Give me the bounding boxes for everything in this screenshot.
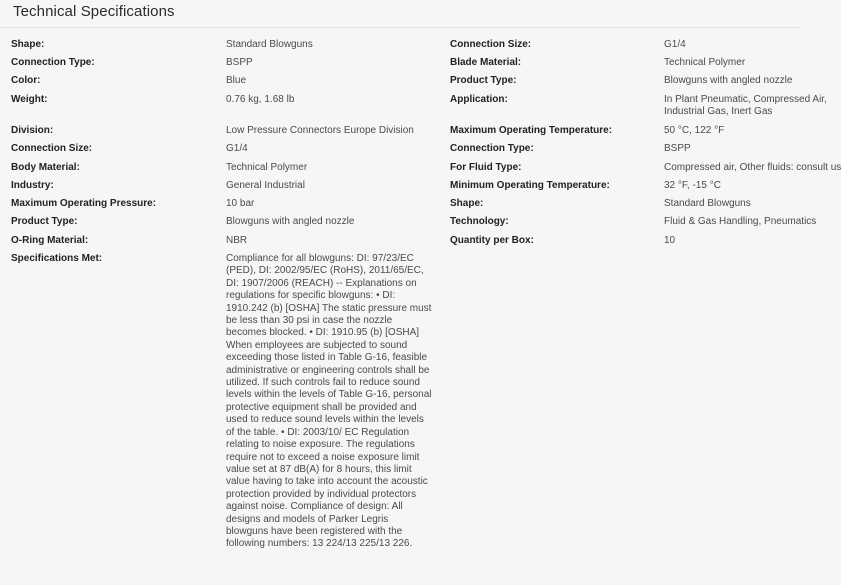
spec-label-connection-type-right: Connection Type:	[450, 143, 534, 154]
spec-label-connection-type: Connection Type:	[11, 57, 95, 68]
spec-value-connection-type-right: BSPP	[664, 143, 691, 154]
spec-label-product-type-right: Product Type:	[450, 75, 517, 86]
spec-value-shape: Standard Blowguns	[226, 39, 313, 50]
spec-label-blade-material: Blade Material:	[450, 57, 522, 68]
spec-value-quantity-per-box: 10	[664, 235, 676, 246]
spec-label-industry: Industry:	[11, 180, 54, 191]
spec-value-o-ring-material: NBR	[226, 235, 248, 246]
spec-value-min-operating-temp: 32 °F, -15 °C	[664, 180, 721, 191]
spec-label-max-operating-pressure: Maximum Operating Pressure:	[11, 198, 157, 209]
spec-label-quantity-per-box: Quantity per Box:	[450, 235, 534, 246]
title-divider	[0, 27, 800, 28]
spec-label-weight: Weight:	[11, 94, 48, 105]
spec-label-division: Division:	[11, 125, 54, 136]
spec-label-min-operating-temp: Minimum Operating Temperature:	[450, 180, 610, 191]
spec-value-connection-size: G1/4	[226, 143, 248, 154]
spec-value-shape-right: Standard Blowguns	[664, 198, 751, 209]
spec-value-color: Blue	[226, 75, 247, 86]
spec-label-shape-right: Shape:	[450, 198, 484, 209]
spec-value-specifications-met: Compliance for all blowguns: DI: 97/23/EC (PED), DI: 2002/95/EC (RoHS), 2011/65/EC, DI: 1907/2006 (REACH) -- Explanations on regulations for specific blowguns: • DI: 1910.242 (b) [OSHA] The static pressure must be less than 30 psi in case the nozzle becomes blocked. • DI: 1910.95 (b) [OSHA] When employees are subjected to sound exceeding those listed in Table G-16, feasible administrative or engineering controls shall be utilized. If such controls fail to reduce sound levels within the levels of Table G-16, personal protective equipment shall be provided and used to reduce sound levels within the levels of the table. • DI: 2003/10/ EC Regulation relating to noise exposure. The regulations require not to exceed a noise exposure limit value set at 87 dB(A) for 8 hours, this limit value having to take into account the acoustic protection provided by individual protectors against noise. Compliance of design: All designs and models of Parker Legris blowguns have been registered with the following numbers: 13 224/13 225/13 226.	[226, 253, 432, 550]
spec-value-blade-material: Technical Polymer	[664, 57, 746, 68]
spec-label-body-material: Body Material:	[11, 162, 80, 173]
spec-label-shape: Shape:	[11, 39, 45, 50]
spec-label-specifications-met: Specifications Met:	[11, 253, 103, 264]
spec-value-industry: General Industrial	[226, 180, 305, 191]
spec-value-product-type-right: Blowguns with angled nozzle	[664, 75, 793, 86]
spec-label-color: Color:	[11, 75, 41, 86]
spec-value-product-type: Blowguns with angled nozzle	[226, 216, 355, 227]
spec-value-connection-type: BSPP	[226, 57, 253, 68]
spec-value-application-line2: Industrial Gas, Inert Gas	[664, 106, 773, 117]
spec-label-technology: Technology:	[450, 216, 509, 227]
spec-label-connection-size-right: Connection Size:	[450, 39, 532, 50]
spec-label-connection-size: Connection Size:	[11, 143, 93, 154]
spec-value-fluid-type: Compressed air, Other fluids: consult us	[664, 162, 841, 173]
spec-label-application: Application:	[450, 94, 508, 105]
spec-value-weight: 0.76 kg, 1.68 lb	[226, 94, 295, 105]
spec-value-application: In Plant Pneumatic, Compressed Air,	[664, 94, 827, 105]
spec-value-technology: Fluid & Gas Handling, Pneumatics	[664, 216, 817, 227]
spec-value-max-operating-temp: 50 °C, 122 °F	[664, 125, 725, 136]
spec-label-o-ring-material: O-Ring Material:	[11, 235, 89, 246]
spec-value-max-operating-pressure: 10 bar	[226, 198, 255, 209]
spec-label-fluid-type: For Fluid Type:	[450, 162, 522, 173]
spec-value-connection-size-right: G1/4	[664, 39, 686, 50]
page-title: Technical Specifications	[13, 3, 175, 20]
spec-label-product-type: Product Type:	[11, 216, 78, 227]
spec-value-division: Low Pressure Connectors Europe Division	[226, 125, 414, 136]
spec-label-max-operating-temp: Maximum Operating Temperature:	[450, 125, 613, 136]
spec-value-body-material: Technical Polymer	[226, 162, 308, 173]
